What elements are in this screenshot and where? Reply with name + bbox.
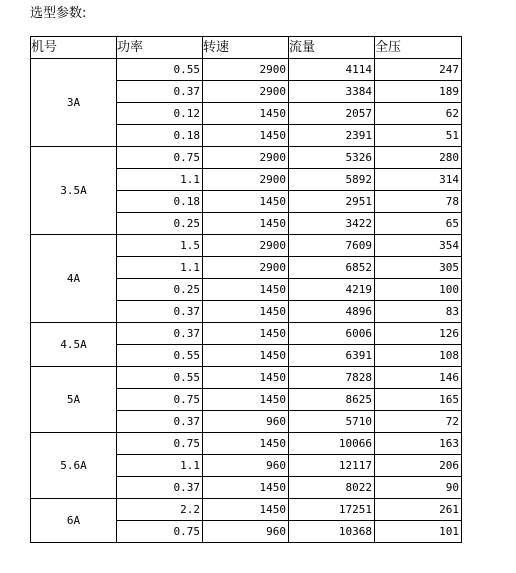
flow-cell: 10066: [289, 433, 375, 455]
speed-cell: 1450: [203, 433, 289, 455]
table-row: [31, 147, 462, 169]
model-cell: 4A: [31, 235, 117, 323]
pressure-cell: 108: [375, 345, 462, 367]
power-cell: 0.12: [117, 103, 203, 125]
model-cell: 5.6A: [31, 433, 117, 499]
selection-parameters-table: [30, 36, 462, 543]
flow-cell: 3384: [289, 81, 375, 103]
pressure-cell: 261: [375, 499, 462, 521]
power-cell: 2.2: [117, 499, 203, 521]
power-cell: 0.55: [117, 59, 203, 81]
speed-cell: 1450: [203, 191, 289, 213]
speed-cell: 1450: [203, 213, 289, 235]
table-header-row: [31, 37, 462, 59]
table-row: [31, 499, 462, 521]
speed-cell: 1450: [203, 367, 289, 389]
power-cell: 0.18: [117, 125, 203, 147]
power-cell: 0.55: [117, 345, 203, 367]
flow-cell: 6852: [289, 257, 375, 279]
speed-cell: 1450: [203, 477, 289, 499]
power-cell: 1.1: [117, 455, 203, 477]
speed-cell: 1450: [203, 103, 289, 125]
flow-cell: 2057: [289, 103, 375, 125]
pressure-cell: 51: [375, 125, 462, 147]
pressure-cell: 65: [375, 213, 462, 235]
flow-cell: 2951: [289, 191, 375, 213]
model-cell: 6A: [31, 499, 117, 543]
pressure-cell: 78: [375, 191, 462, 213]
pressure-cell: 146: [375, 367, 462, 389]
power-cell: 0.75: [117, 147, 203, 169]
table-row: [31, 59, 462, 81]
speed-cell: 960: [203, 411, 289, 433]
flow-cell: 4896: [289, 301, 375, 323]
flow-cell: 4114: [289, 59, 375, 81]
power-cell: 0.25: [117, 279, 203, 301]
speed-cell: 960: [203, 521, 289, 543]
power-cell: 1.5: [117, 235, 203, 257]
power-cell: 0.55: [117, 367, 203, 389]
pressure-cell: 72: [375, 411, 462, 433]
power-cell: 0.37: [117, 81, 203, 103]
power-cell: 0.18: [117, 191, 203, 213]
model-cell: 3A: [31, 59, 117, 147]
flow-cell: 2391: [289, 125, 375, 147]
pressure-cell: 280: [375, 147, 462, 169]
power-cell: 0.75: [117, 389, 203, 411]
flow-cell: 5892: [289, 169, 375, 191]
speed-cell: 2900: [203, 257, 289, 279]
pressure-cell: 247: [375, 59, 462, 81]
flow-cell: 8022: [289, 477, 375, 499]
power-cell: 0.75: [117, 521, 203, 543]
flow-cell: 4219: [289, 279, 375, 301]
pressure-cell: 126: [375, 323, 462, 345]
speed-cell: 1450: [203, 279, 289, 301]
pressure-cell: 83: [375, 301, 462, 323]
pressure-cell: 163: [375, 433, 462, 455]
pressure-cell: 206: [375, 455, 462, 477]
power-cell: 0.25: [117, 213, 203, 235]
pressure-cell: 314: [375, 169, 462, 191]
power-cell: 1.1: [117, 257, 203, 279]
pressure-cell: 90: [375, 477, 462, 499]
power-cell: 0.37: [117, 323, 203, 345]
table-body: [31, 59, 462, 543]
header-speed: 转速: [203, 37, 289, 59]
flow-cell: 8625: [289, 389, 375, 411]
speed-cell: 2900: [203, 59, 289, 81]
pressure-cell: 100: [375, 279, 462, 301]
speed-cell: 2900: [203, 147, 289, 169]
flow-cell: 6006: [289, 323, 375, 345]
pressure-cell: 165: [375, 389, 462, 411]
speed-cell: 1450: [203, 323, 289, 345]
pressure-cell: 101: [375, 521, 462, 543]
power-cell: 1.1: [117, 169, 203, 191]
header-pressure: 全压: [375, 37, 462, 59]
model-cell: 4.5A: [31, 323, 117, 367]
flow-cell: 17251: [289, 499, 375, 521]
model-cell: 3.5A: [31, 147, 117, 235]
flow-cell: 3422: [289, 213, 375, 235]
flow-cell: 5326: [289, 147, 375, 169]
power-cell: 0.75: [117, 433, 203, 455]
table-row: [31, 367, 462, 389]
pressure-cell: 354: [375, 235, 462, 257]
header-flow: 流量: [289, 37, 375, 59]
flow-cell: 7828: [289, 367, 375, 389]
table-row: [31, 235, 462, 257]
speed-cell: 1450: [203, 301, 289, 323]
power-cell: 0.37: [117, 411, 203, 433]
speed-cell: 1450: [203, 125, 289, 147]
speed-cell: 1450: [203, 345, 289, 367]
header-model: 机号: [31, 37, 117, 59]
pressure-cell: 62: [375, 103, 462, 125]
table-row: [31, 323, 462, 345]
flow-cell: 6391: [289, 345, 375, 367]
speed-cell: 2900: [203, 81, 289, 103]
section-caption: 选型参数:: [30, 6, 87, 21]
speed-cell: 960: [203, 455, 289, 477]
power-cell: 0.37: [117, 301, 203, 323]
table-row: [31, 433, 462, 455]
speed-cell: 2900: [203, 169, 289, 191]
flow-cell: 7609: [289, 235, 375, 257]
speed-cell: 1450: [203, 499, 289, 521]
speed-cell: 2900: [203, 235, 289, 257]
speed-cell: 1450: [203, 389, 289, 411]
header-power: 功率: [117, 37, 203, 59]
flow-cell: 5710: [289, 411, 375, 433]
flow-cell: 12117: [289, 455, 375, 477]
flow-cell: 10368: [289, 521, 375, 543]
pressure-cell: 305: [375, 257, 462, 279]
power-cell: 0.37: [117, 477, 203, 499]
model-cell: 5A: [31, 367, 117, 433]
pressure-cell: 189: [375, 81, 462, 103]
